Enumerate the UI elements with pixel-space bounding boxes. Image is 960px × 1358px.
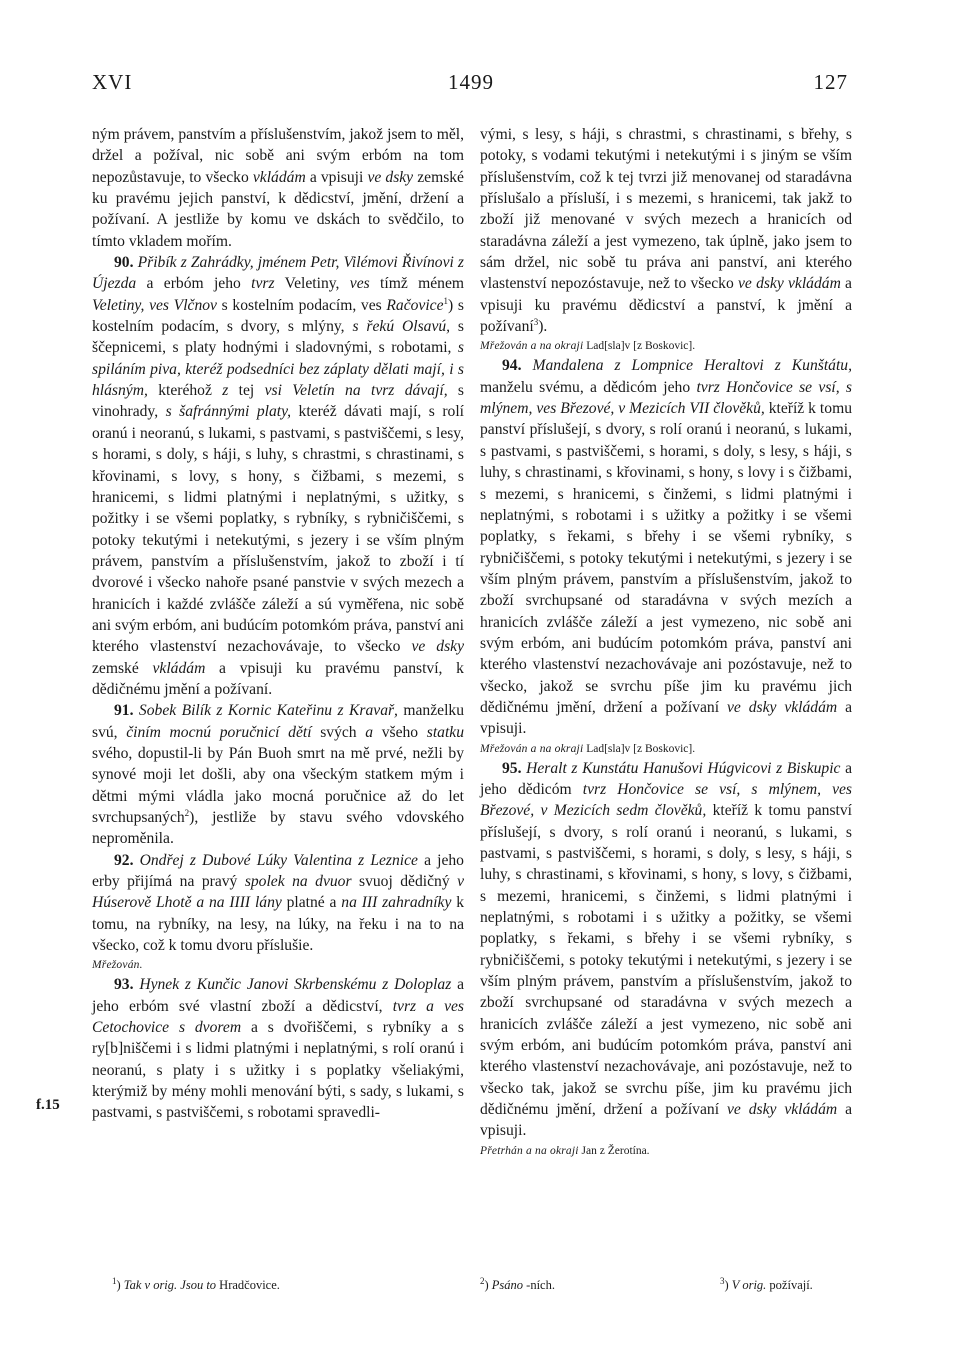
left-column	[92, 124, 464, 1124]
running-head-left: XVI	[92, 70, 133, 94]
footnote-3: $^3$) V orig. požívají.	[720, 1275, 813, 1292]
margin-folio-reference: f.15	[36, 1097, 60, 1113]
right-paragraph: vými, s lesy, s háji, s chrastmi, s chrastinami, s břehy, s potoky, s vodami tekutými i netekutými i s jiným se vším příslušenstvím, což k tej tvrzi již menovanej od staradávna příslušalo a přísluší, i s mezemi, s hranicemi, tak jakž to zboží již menované v svých mezech a hranicích od staradávna záleží a jest vymezeno, tak úplně, jako jsem to sám držel, nic sobě tu práva ani panství, ani kterého vlastenství nepozóstavuje, než to všecko ve dsky vkládám a vpisuji ku pravému dědicství a panství, k jmění a požívaní$^3$).	[480, 126, 852, 336]
left-paragraph: 92. Ondřej z Dubové Lúky Valentina z Leznice a jeho erby přijímá na pravý spolek na dvuor svuoj dědičný v Húserově Lhotě a na IIII lány platné a na III zahradníky k tomu, na rybníky, na lesy, na lúky, na řeku i na to na všecko, což k tomu dvoru příslušie.	[92, 851, 465, 955]
right-editorial-note: Mřežován a na okraji Lad[sla]v [z Boskovic].	[480, 340, 696, 353]
footnote-2: $^2$) Psáno -ních.	[480, 1275, 555, 1292]
footnote-1: $^1$) Tak v orig. Jsou to Hradčovice.	[112, 1275, 280, 1292]
page-number: 127	[813, 70, 848, 94]
right-editorial-note: Přetrhán a na okraji Jan z Žerotína.	[480, 1144, 650, 1157]
left-paragraph: ným právem, panstvím a příslušenstvím, jakož jsem to měl, držel a požíval, nic sobě ani svým erbóm na tom nepozůstavuje, to všecko vkládám a vpisuji ve dsky zemské ku pravému jejich panství, k dědicství, jmění, držení a požívaní. A jestliže by komu ve dskách to svědčilo, to tímto vkladem mořím.	[92, 126, 464, 250]
left-paragraph: 90. Přibík z Zahrádky, jménem Petr, Vilémovi Řivínovi z Újezda a erbóm jeho tvrz Veletiny, ves tímž ménem Veletiny, ves Vlčnov s kostelním podacím, ves Račovice$^1$) s kostelním podacím, s dvory, s mlýny, s řekú Olsavú, s ščepnicemi, s platy hodnými i sladovnými, s robotami, s spiláním piva, kteréž podsedníci bez záplaty dělati mají, i s hlásným, kteréhož z tej vsi Veletín na tvrz dávají, s vinohrady, s šafránnými platy, kteréž dávati mají, s rolí oranú i neoranú, s lukami, s pastvami, s pastviščemi, s lesy, s horami, s doly, s háji, s luhy, s chrastmi, s chrastinami, s křovinami, s lovy, s hony, s čižbami, s mezemi, s hranicemi, s lidmi platnými i neplatnými, s užitky, s požitky i se všemi poplatky, s rybníky, s rybničiščemi, s potoky tekutými i netekutými, s jezery i se vším plným právem, panstvím a příslušenstvím, jakož to zboží i tí dvorové i všecko nahoře psané panstvie v svých mezech a hranicích i každé zvlášče záleží a sú vyměřena, nic sobě ani svým erbóm, ani budúcím potomkóm práva, panství ani kterého vlastenství nezachovávaje, to všecko ve dsky zemské vkládám a vpisuji ku pravému panství, k dědičnému jmění a požívaní.	[92, 254, 465, 698]
right-paragraph: 94. Mandalena z Lompnice Heraltovi z Kunštátu, manželu svému, a dědicóm jeho tvrz Hončovice se vsí, s mlýnem, ves Březové, v Mezicích VII člověků, kteříž k tomu panství příslušejí, s dvory, s rolí oranú i neoranú, s lukami, s pastvami, s pastviščemi, s horami, s doly, s lesy, s háji, s luhy, s chrastinami, s křovinami, s hony, s lovy i s čižbami, s mezemi, s hranicemi, s činžemi, s lidmi platnými i neplatnými, s robotami i s užitky a požitky i se všemi poplatky, s řekami, s břehy i se všemi rybníky, s rybničiščemi, s potoky tekutými i netekutými, s jezery i se vším plným právem, panstvím a příslušenstvím, jakož to zboží svrchupsané od staradávna v svých mezích a hranicích zvlášče záleží a jest vymezeno, nic sobě ani svým erbóm, ani budúcím potomkóm práva, panství ani kterého vlastenství nezachovávaje ani pozóstavuje, než to všecko, jakož se svrchu píše jim ku pravému jich dědičnému jmění, držení a požívaní ve dsky vkládám a vpisuji.	[480, 357, 853, 738]
right-editorial-note: Mřežován a na okraji Lad[sla]v [z Boskovic].	[480, 742, 696, 755]
left-paragraph: 91. Sobek Bilík z Kornic Kateřinu z Kravař, manželku svú, činím mocnú poručnicí dětí svých a všeho statku svého, dopustil-li by Pán Buoh smrt na mě prvé, nežli by synové moji let došli, aby ona všeckým statkem mým i dětmi mými vládla jako mocná poručnice až do let svrchupsaných$^2$), jestliže by stavu svého vdovského neproměnila.	[92, 702, 465, 848]
right-column	[480, 124, 852, 1160]
running-head-year: 1499	[448, 70, 494, 94]
left-editorial-note: Mřežován.	[92, 959, 143, 972]
right-paragraph: 95. Heralt z Kunstátu Hanušovi Húgvicovi z Biskupic a jeho dědicóm tvrz Hončovice se vsí, s mlýnem, ves Březové, v Mezicích sedm člověků, kteříž k tomu panství příslušejí, s dvory, s rolí oranú i neoranú, s lukami, s pastvami, s pastviščemi, s horami, s doly, s lesy, s háji, s luhy, s chrastinami, s křovinami, s hony, s lovy, s čižbami, s mezemi, hranicemi, s činžemi, s lidmi platnými i neplatnými, s robotami i s užitky a požitky, se všemi poplatky, s řekami, s břehy i se všemi rybníky, s rybničiščemi, s potoky tekutými i netekutými, s jezery i se vším plným právem, panstvím a příslušenstvím, jakož to zboží svrchupsané od staradávna v svých mezech a hranicích zvlášče záleží a jest vymezeno, nic sobě ani svým erbóm, ani budúcím potomkóm práva, panství ani kterého vlastenství nezachovávaje, ani pozóstavuje, než to všecko tak, jakož se svrchu píše, jim ku pravému jich dědičnému jmění, držení a požívaní ve dsky vkládám a vpisuji.	[480, 759, 852, 1140]
left-paragraph: 93. Hynek z Kunčic Janovi Skrbenskému z Doloplaz a jeho erbóm své vlastní zboží a dědicství, tvrz a ves Cetochovice s dvorem a s dvořiščemi, s rybníky a s ry[b]niščemi i s lidmi platnými i neplatnými, s rolí oranú i neoranú, s platy i s užitky i s poplatky všeliakými, kterýmiž by mény mohli menování býti, s sady, s lukami, s pastvami, s pastviščemi, s robotami spravedli-	[92, 976, 464, 1122]
